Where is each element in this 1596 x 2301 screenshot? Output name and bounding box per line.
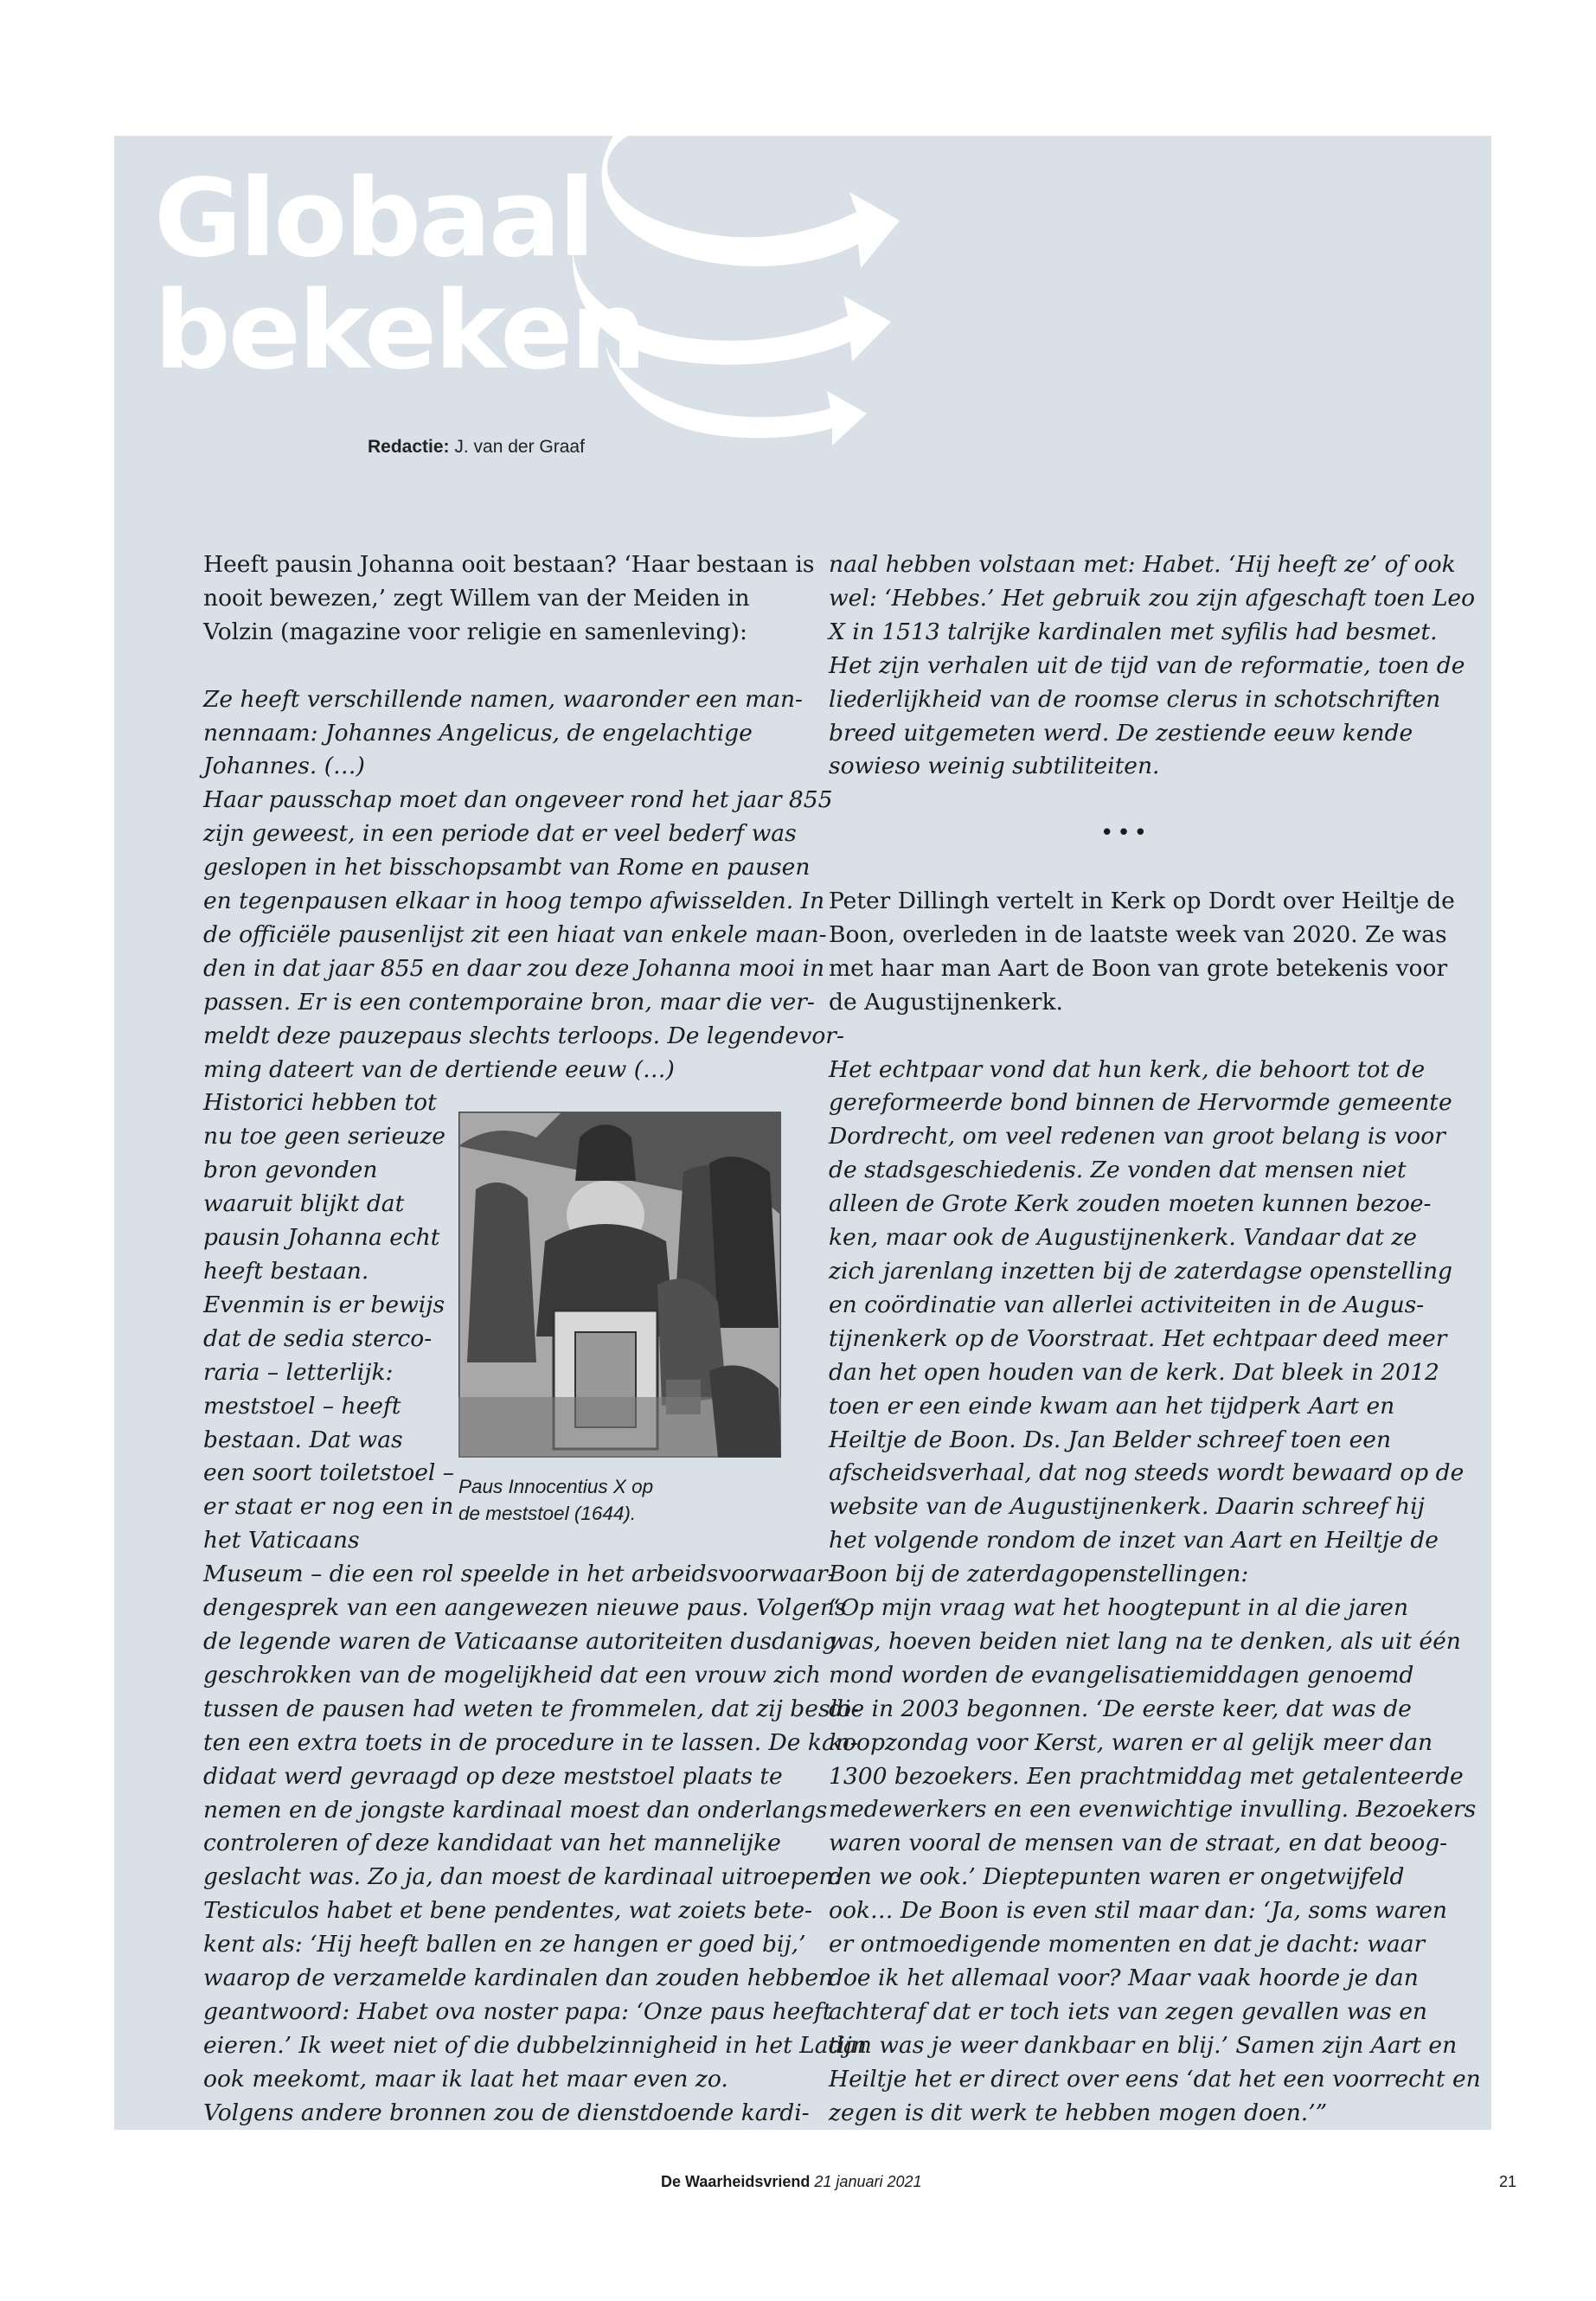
text-line: toen er een einde kwam aan het tijdperk Aart en [829,1392,1395,1420]
text-line: mond worden de evangelisatiemiddagen genoemd [829,1661,1414,1689]
text-line: meststoel – heeft [203,1392,401,1420]
text-line: was, hoeven beiden niet lang na te denken, als uit één [829,1627,1461,1655]
text-line: tussen de pausen had weten te frommelen, dat zij beslo- [203,1695,859,1722]
text-line: heeft bestaan. [203,1258,369,1285]
text-line: sowieso weinig subtiliteiten. [829,753,1160,780]
text-line: Het zijn verhalen uit de tijd van de reformatie, toen de [829,651,1465,679]
text-line: ook meekomt, maar ik laat het maar even zo. [203,2065,728,2093]
text-line: waarop de verzamelde kardinalen dan zouden hebben [203,1965,834,1992]
text-line: wel: ‘Hebbes.’ Het gebruik zou zijn afgeschaft toen Leo [829,584,1476,612]
text-line: koopzondag voor Kerst, waren er al gelijk meer dan [829,1728,1433,1756]
text-line [829,784,1481,817]
text-line: Johannes. (…) [203,753,365,780]
text-line: controleren of deze kandidaat van het mannelijke [203,1830,781,1857]
text-line: Haar pausschap moet dan ongeveer rond het jaar 855 [203,786,833,814]
text-line: bron gevonden [203,1157,378,1184]
text-line: doe ik het allemaal voor? Maar vaak hoorde je dan [829,1965,1419,1991]
text-line: Historici hebben tot [203,1089,437,1117]
text-line [829,851,1481,885]
text-line: Peter Dillingh vertelt in Kerk op Dordt over Heiltje de [829,888,1455,915]
text-line: de officiële pausenlijst zit een hiaat van enkele maan- [203,920,827,948]
text-line: Volgens andere bronnen zou de dienstdoende kardi- [203,2099,810,2126]
text-line: zegen is dit werk te hebben mogen doen.’” [829,2099,1328,2126]
text-line: breed uitgemeten werd. De zestiende eeuw kende [829,719,1413,747]
footer-publication [661,2173,922,2191]
caption-line: de meststoel (1644). [458,1503,637,1524]
text-line: pausin Johanna echt [203,1224,440,1252]
text-line: nemen en de jongste kardinaal moest dan onderlangs [203,1796,828,1823]
text-line: zijn geweest, in een periode dat er veel bederf was [203,820,797,848]
text-line: den we ook.’ Dieptepunten waren er ongetwijfeld [829,1863,1405,1891]
text-line: Evenmin is er bewijs [203,1291,445,1318]
text-line: Testiculos habet et bene pendentes, wat zoiets bete- [203,1897,812,1925]
text-line: Ze heeft verschillende namen, waaronder een man- [203,685,804,713]
text-line: en tegenpausen elkaar in hoog tempo afwisselden. In [203,888,825,915]
text-line: liederlijkheid van de roomse clerus in schotschriften [829,685,1441,713]
text-line: naal hebben volstaan met: Habet. ‘Hij heeft ze’ of ook [829,551,1456,578]
text-line: “Op mijn vraag wat het hoogtepunt in al die jaren [829,1594,1409,1622]
text-line: nooit bewezen,’ zegt Willem van der Meiden in [203,584,750,612]
text-line: tijnenkerk op de Voorstraat. Het echtpaar deed meer [829,1324,1447,1352]
text-line: nu toe geen serieuze [203,1123,445,1150]
photo-caption [458,1473,653,1527]
engraving-image [458,1112,781,1458]
text-line: Museum – die een rol speelde in het arbeidsvoorwaar- [203,1561,836,1588]
text-line: geschrokken van de mogelijkheid dat een vrouw zich [203,1661,821,1689]
text-line: eieren.’ Ik weet niet of die dubbelzinnigheid in het Latijn [203,2031,867,2059]
text-line: met haar man Aart de Boon van grote betekenis voor [829,954,1448,982]
text-line: waren vooral de mensen van de straat, en dat beoog- [829,1830,1448,1857]
text-line: het volgende rondom de inzet van Aart en Heiltje de [829,1527,1439,1554]
text-line: een soort toiletstoel – [203,1459,455,1487]
text-line: het Vaticaans [203,1527,360,1554]
text-line: bestaan. Dat was [203,1426,403,1453]
text-line: Het echtpaar vond dat hun kerk, die behoort tot de [829,1055,1426,1083]
text-line: Boon bij de zaterdagopenstellingen: [829,1561,1249,1588]
text-line: er ontmoedigende momenten en dat je dacht: waar [829,1931,1426,1958]
text-line: er staat er nog een in [203,1493,454,1521]
title-line-1: Globaal [154,157,593,281]
text-line: X in 1513 talrijke kardinalen met syfilis had besmet. [829,618,1438,645]
text-line: ming dateert van de dertiende eeuw (…) [203,1055,675,1083]
text-line: geslacht was. Zo ja, dan moest de kardinaal uitroepen: [203,1863,842,1891]
section-separator: ••• [1100,820,1151,846]
text-line: geslopen in het bisschopsambt van Rome en pausen [203,854,811,881]
text-line [203,650,867,683]
right-column [829,548,1481,2131]
text-line: Heiltje de Boon. Ds. Jan Belder schreef toen een [829,1426,1392,1453]
page-number: 21 [1499,2173,1517,2190]
text-line: dengesprek van een aangewezen nieuwe paus. Volgens [203,1594,847,1622]
text-line: afscheidsverhaal, dat nog steeds wordt bewaard op de [829,1459,1465,1487]
text-line: en coördinatie van allerlei activiteiten in de Augus- [829,1291,1425,1318]
text-line: de legende waren de Vaticaanse autoriteiten dusdanig [203,1627,837,1655]
credit-label: Redactie: [368,437,450,457]
text-line: zich jarenlang inzetten bij de zaterdagse openstelling [829,1257,1452,1285]
text-line: passen. Er is een contemporaine bron, maar die ver- [203,988,815,1016]
text-line: Boon, overleden in de laatste week van 2020. Ze was [829,920,1447,948]
credit-name: J. van der Graaf [454,437,585,457]
text-line: de stadsgeschiedenis. Ze vonden dat mensen niet [829,1157,1407,1184]
arrow-band-top [602,134,900,268]
text-line: medewerkers en een evenwichtige invulling. Bezoekers [829,1796,1477,1823]
text-line: Volzin (magazine voor religie en samenleving): [203,618,747,645]
caption-line: Paus Innocentius X op [458,1476,654,1497]
text-line: website van de Augustijnenkerk. Daarin schreef hij [829,1493,1425,1521]
text-line: dat de sedia sterco- [203,1324,433,1352]
text-line: raria – letterlijk: [203,1358,394,1386]
text-line: didaat werd gevraagd op deze meststoel plaats te [203,1762,783,1790]
text-line: de Augustijnenkerk. [829,988,1063,1016]
text-line: ook… De Boon is even stil maar dan: ‘Ja, soms waren [829,1897,1447,1925]
title-line-2: bekeken [154,269,644,394]
text-line: geantwoord: Habet ova noster papa: ‘Onze paus heeft [203,1997,832,2025]
page-title [154,157,644,394]
text-line: alleen de Grote Kerk zouden moeten kunnen bezoe- [829,1190,1432,1218]
publication-name: De Waarheidsvriend [661,2173,811,2190]
text-line: den in dat jaar 855 en daar zou deze Johanna mooi in [203,954,825,982]
text-line: ken, maar ook de Augustijnenkerk. Vandaar dat ze [829,1224,1417,1252]
text-line: nennaam: Johannes Angelicus, de engelachtige [203,719,753,747]
text-line: dan het open houden van de kerk. Dat bleek in 2012 [829,1358,1439,1386]
text-line: die in 2003 begonnen. ‘De eerste keer, dat was de [829,1695,1412,1722]
editor-credit [368,437,585,458]
text-line: gereformeerde bond binnen de Hervormde gemeente [829,1089,1452,1117]
text-line: ten een extra toets in de procedure in te lassen. De kan- [203,1728,858,1756]
text-line: meldt deze pauzepaus slechts terloops. De legendevor- [203,1022,844,1049]
text-line: Heiltje het er direct over eens ‘dat het een voorrecht en [829,2065,1481,2093]
text-line: 1300 bezoekers. Een prachtmiddag met getalenteerde [829,1762,1464,1790]
text-line [829,1020,1481,1054]
text-line [829,817,1481,851]
publication-date: 21 januari 2021 [814,2173,922,2190]
text-line: waaruit blijkt dat [203,1190,405,1218]
text-line: achteraf dat er toch iets van zegen gevallen was en [829,1997,1427,2025]
text-line: kent als: ‘Hij heeft ballen en ze hangen er goed bij,’ [203,1931,806,1958]
text-line: dan was je weer dankbaar en blij.’ Samen zijn Aart en [829,2031,1458,2059]
text-line: Heeft pausin Johanna ooit bestaan? ‘Haar bestaan is [203,551,815,578]
text-line: Dordrecht, om veel redenen van groot belang is voor [829,1123,1445,1150]
